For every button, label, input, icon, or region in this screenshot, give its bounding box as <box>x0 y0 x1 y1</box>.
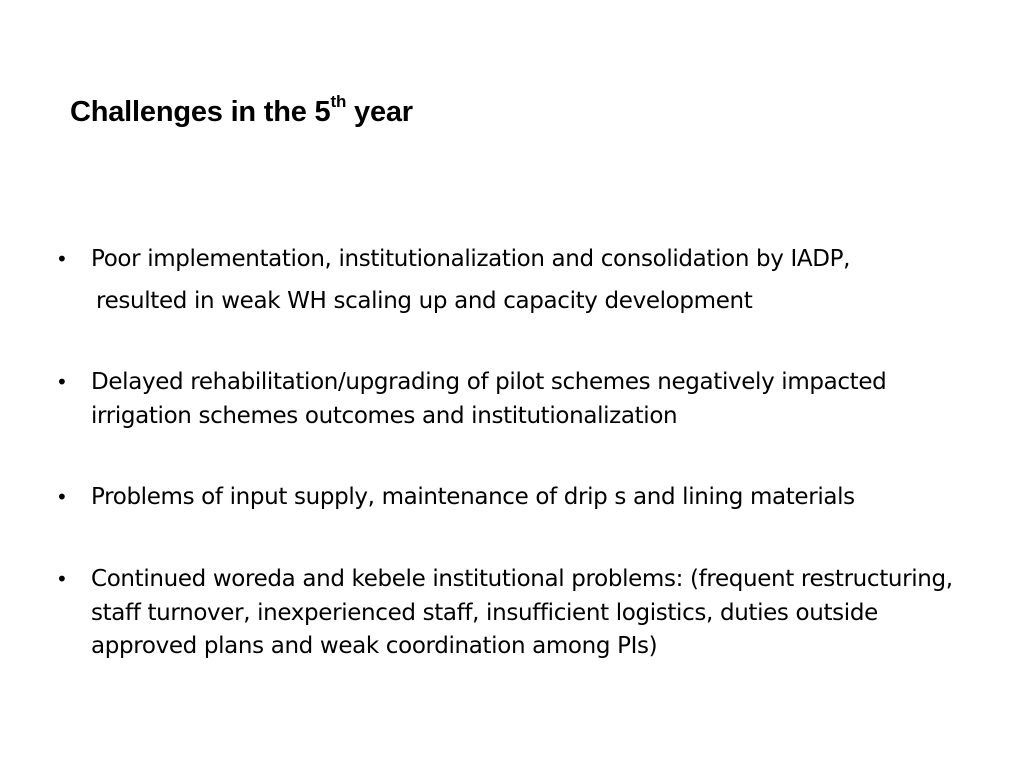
title-suffix: year <box>346 96 413 128</box>
bullet-text-continuation: resulted in weak WH scaling up and capacity development <box>96 287 753 314</box>
bullet-item <box>56 563 986 664</box>
bullet-text: Delayed rehabilitation/upgrading of pilot schemes negatively impacted irrigation schemes outcomes and institutionalization <box>91 369 887 429</box>
bullet-item <box>56 366 986 433</box>
bullet-text-line: Poor implementation, institutionalization and consolidation by IADP, <box>91 246 851 272</box>
bullet-icon: • <box>56 567 68 591</box>
title-text: Challenges in the 5 <box>70 96 331 128</box>
bullet-icon: • <box>56 485 68 509</box>
bullet-text <box>91 243 986 318</box>
bullet-item <box>56 481 986 515</box>
bullet-text: Continued woreda and kebele institutional problems: (frequent restructuring, staff turnover, inexperienced staff, insufficient logistics, duties outside approved plans and weak coordination among PIs) <box>91 566 953 659</box>
bullet-item <box>56 243 986 318</box>
bullet-icon: • <box>56 247 68 271</box>
bullet-icon: • <box>56 370 68 394</box>
bullet-text: Problems of input supply, maintenance of drip s and lining materials <box>91 484 855 510</box>
title-superscript: th <box>330 92 347 112</box>
